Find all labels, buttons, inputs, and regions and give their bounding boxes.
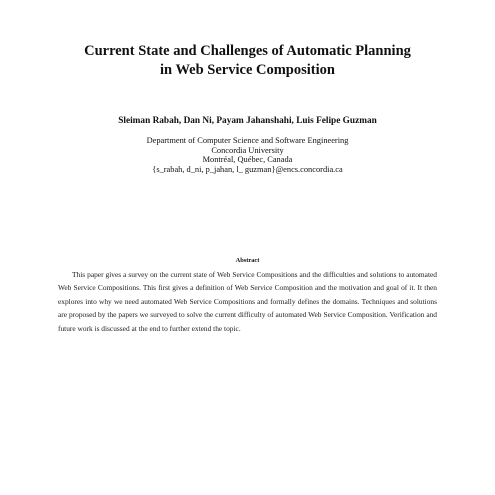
abstract-heading: Abstract	[235, 257, 260, 264]
paper-title-line: Current State and Challenges of Automatic Planning	[84, 43, 411, 59]
affiliation-university: Concordia University	[211, 145, 284, 155]
affiliation-department: Department of Computer Science and Software Engineering	[146, 136, 349, 145]
affiliation-emails: {s_rabah, d_ni, p_jahan, l_ guzman}@encs.concordia.ca	[152, 164, 343, 174]
paper-affiliation	[90, 136, 405, 174]
affiliation-location: Montréal, Québec, Canada	[202, 155, 293, 165]
paper-title-line: in Web Service Composition	[160, 62, 335, 78]
abstract-body: This paper gives a survey on the current state of Web Service Compositions and the difficulties and solutions to automated Web Service Compositions. This first gives a definition of Web Service Composition and the motivation and goal of it. It then explores into why we need automated Web Service Compositions and formally defines the domains. Techniques and solutions are proposed by the papers we surveyed to solve the current difficulty of automated Web Service Composition. Verification and future work is discussed at the end to further extend the topic.	[58, 270, 437, 333]
paper-authors: Sleiman Rabah, Dan Ni, Payam Jahanshahi, Luis Felipe Guzman	[118, 116, 377, 126]
paper-title	[40, 42, 455, 80]
